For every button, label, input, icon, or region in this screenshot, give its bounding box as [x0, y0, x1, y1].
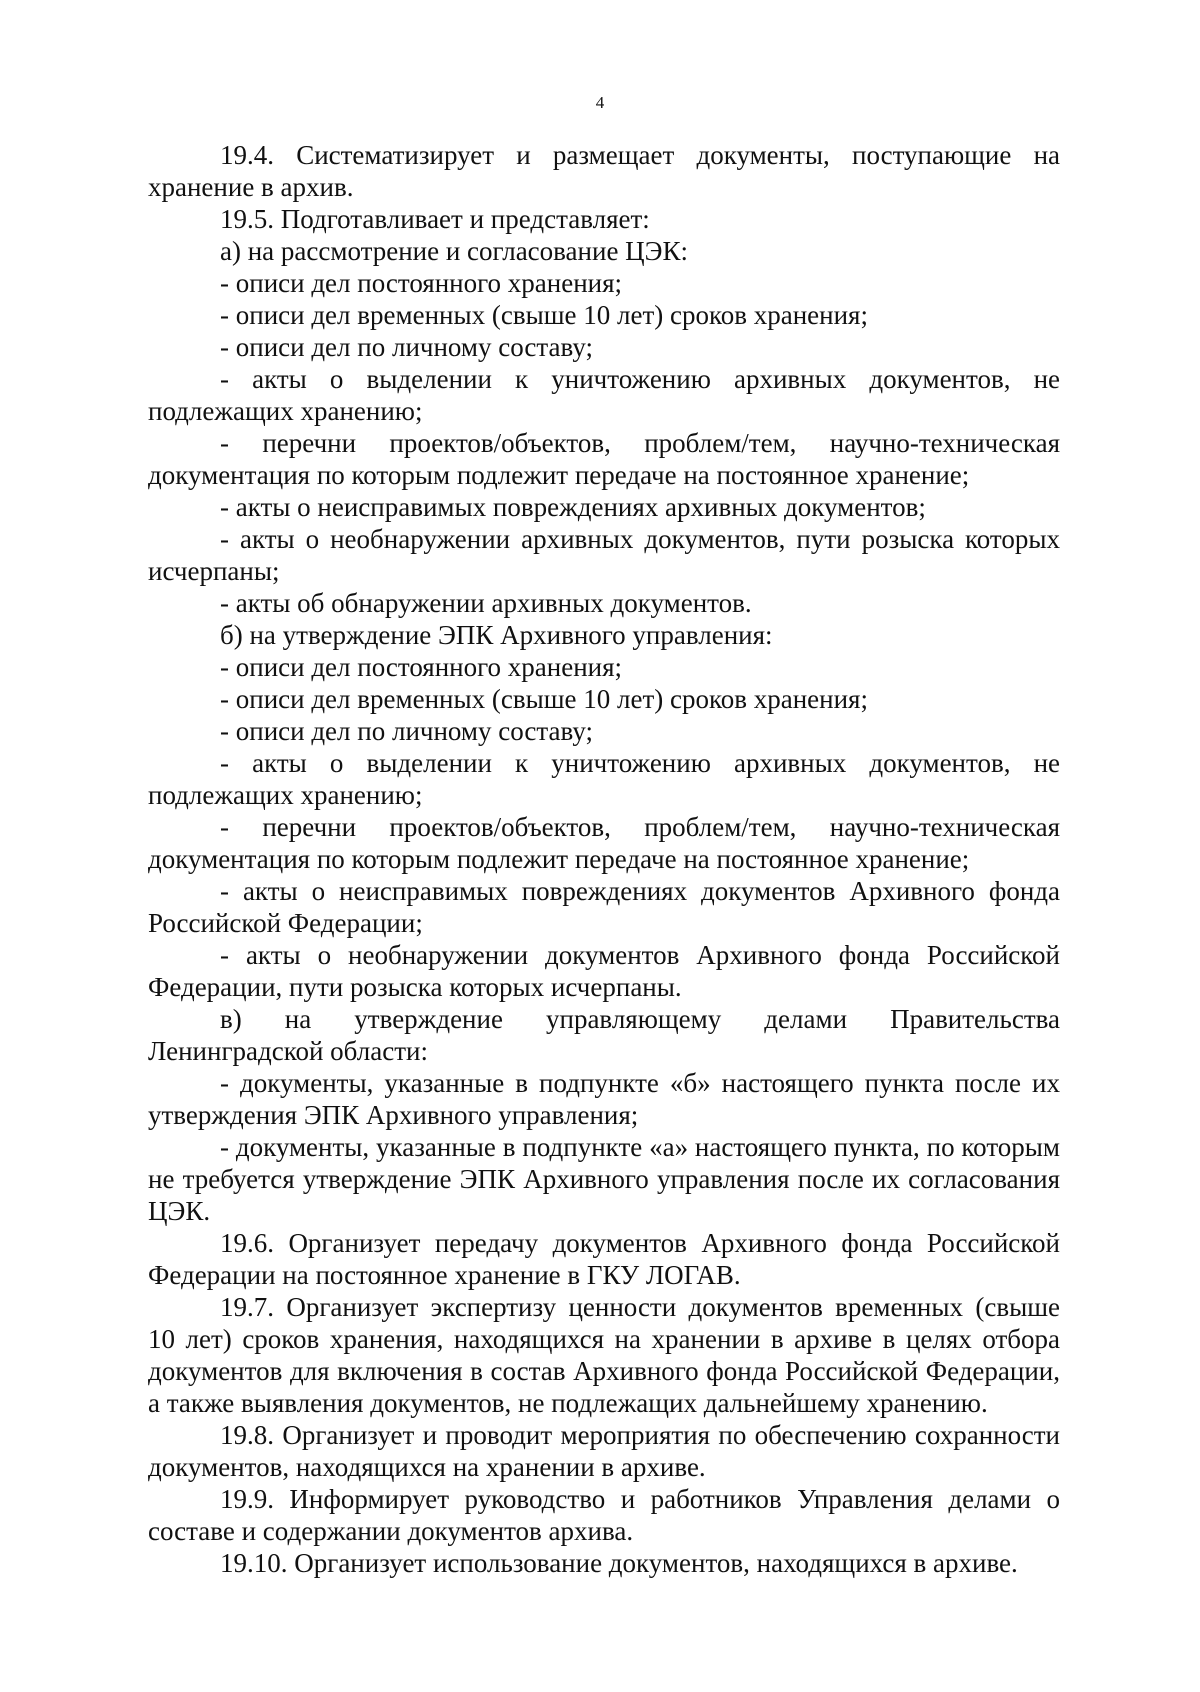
list-item: - документы, указанные в подпункте «а» настоящего пункта, по которым не требуется утверждение ЭПК Архивного управления после их согласования ЦЭК. [148, 1132, 1060, 1226]
list-item: - акты о необнаружении архивных документов, пути розыска которых исчерпаны; [148, 524, 1060, 586]
list-item: - описи дел постоянного хранения; [220, 652, 623, 682]
paragraph-19-8: 19.8. Организует и проводит мероприятия по обеспечению сохранности документов, находящихся на хранении в архиве. [148, 1420, 1060, 1482]
list-item: - описи дел постоянного хранения; [220, 268, 623, 298]
subpoint-b-heading: б) на утверждение ЭПК Архивного управления: [220, 620, 773, 650]
list-item: - акты об обнаружении архивных документов. [220, 588, 752, 618]
paragraph-19-7: 19.7. Организует экспертизу ценности документов временных (свыше 10 лет) сроков хранения, находящихся на хранении в архиве в целях отбора документов для включения в состав Архивного фонда Российской Федерации, а также выявления документов, не подлежащих дальнейшему хранению. [148, 1292, 1060, 1418]
list-item: - акты о выделении к уничтожению архивных документов, не подлежащих хранению; [148, 364, 1060, 426]
page-number: 4 [595, 93, 605, 112]
paragraph-19-10: 19.10. Организует использование документов, находящихся в архиве. [220, 1548, 1018, 1578]
list-item: - описи дел временных (свыше 10 лет) сроков хранения; [220, 684, 868, 714]
subpoint-v-heading: в) на утверждение управляющему делами Правительства Ленинградской области: [148, 1004, 1060, 1066]
paragraph-19-6: 19.6. Организует передачу документов Архивного фонда Российской Федерации на постоянное хранение в ГКУ ЛОГАВ. [148, 1228, 1060, 1290]
subpoint-a-heading: а) на рассмотрение и согласование ЦЭК: [220, 236, 689, 266]
list-item: - акты о неисправимых повреждениях документов Архивного фонда Российской Федерации; [148, 876, 1060, 938]
list-item: - акты о выделении к уничтожению архивных документов, не подлежащих хранению; [148, 748, 1060, 810]
document-body [148, 139, 1060, 1579]
list-item: - описи дел по личному составу; [220, 716, 593, 746]
list-item: - акты о неисправимых повреждениях архивных документов; [220, 492, 926, 522]
paragraph-19-5: 19.5. Подготавливает и представляет: [220, 204, 650, 234]
list-item: - перечни проектов/объектов, проблем/тем, научно-техническая документация по которым подлежит передаче на постоянное хранение; [148, 428, 1060, 490]
list-item: - акты о необнаружении документов Архивного фонда Российской Федерации, пути розыска которых исчерпаны. [148, 940, 1060, 1002]
list-item: - описи дел по личному составу; [220, 332, 593, 362]
list-item: - документы, указанные в подпункте «б» настоящего пункта после их утверждения ЭПК Архивного управления; [148, 1068, 1060, 1130]
list-item: - перечни проектов/объектов, проблем/тем, научно-техническая документация по которым подлежит передаче на постоянное хранение; [148, 812, 1060, 874]
paragraph-19-9: 19.9. Информирует руководство и работников Управления делами о составе и содержании документов архива. [148, 1484, 1060, 1546]
paragraph-19-4: 19.4. Систематизирует и размещает документы, поступающие на хранение в архив. [148, 140, 1060, 202]
list-item: - описи дел временных (свыше 10 лет) сроков хранения; [220, 300, 868, 330]
